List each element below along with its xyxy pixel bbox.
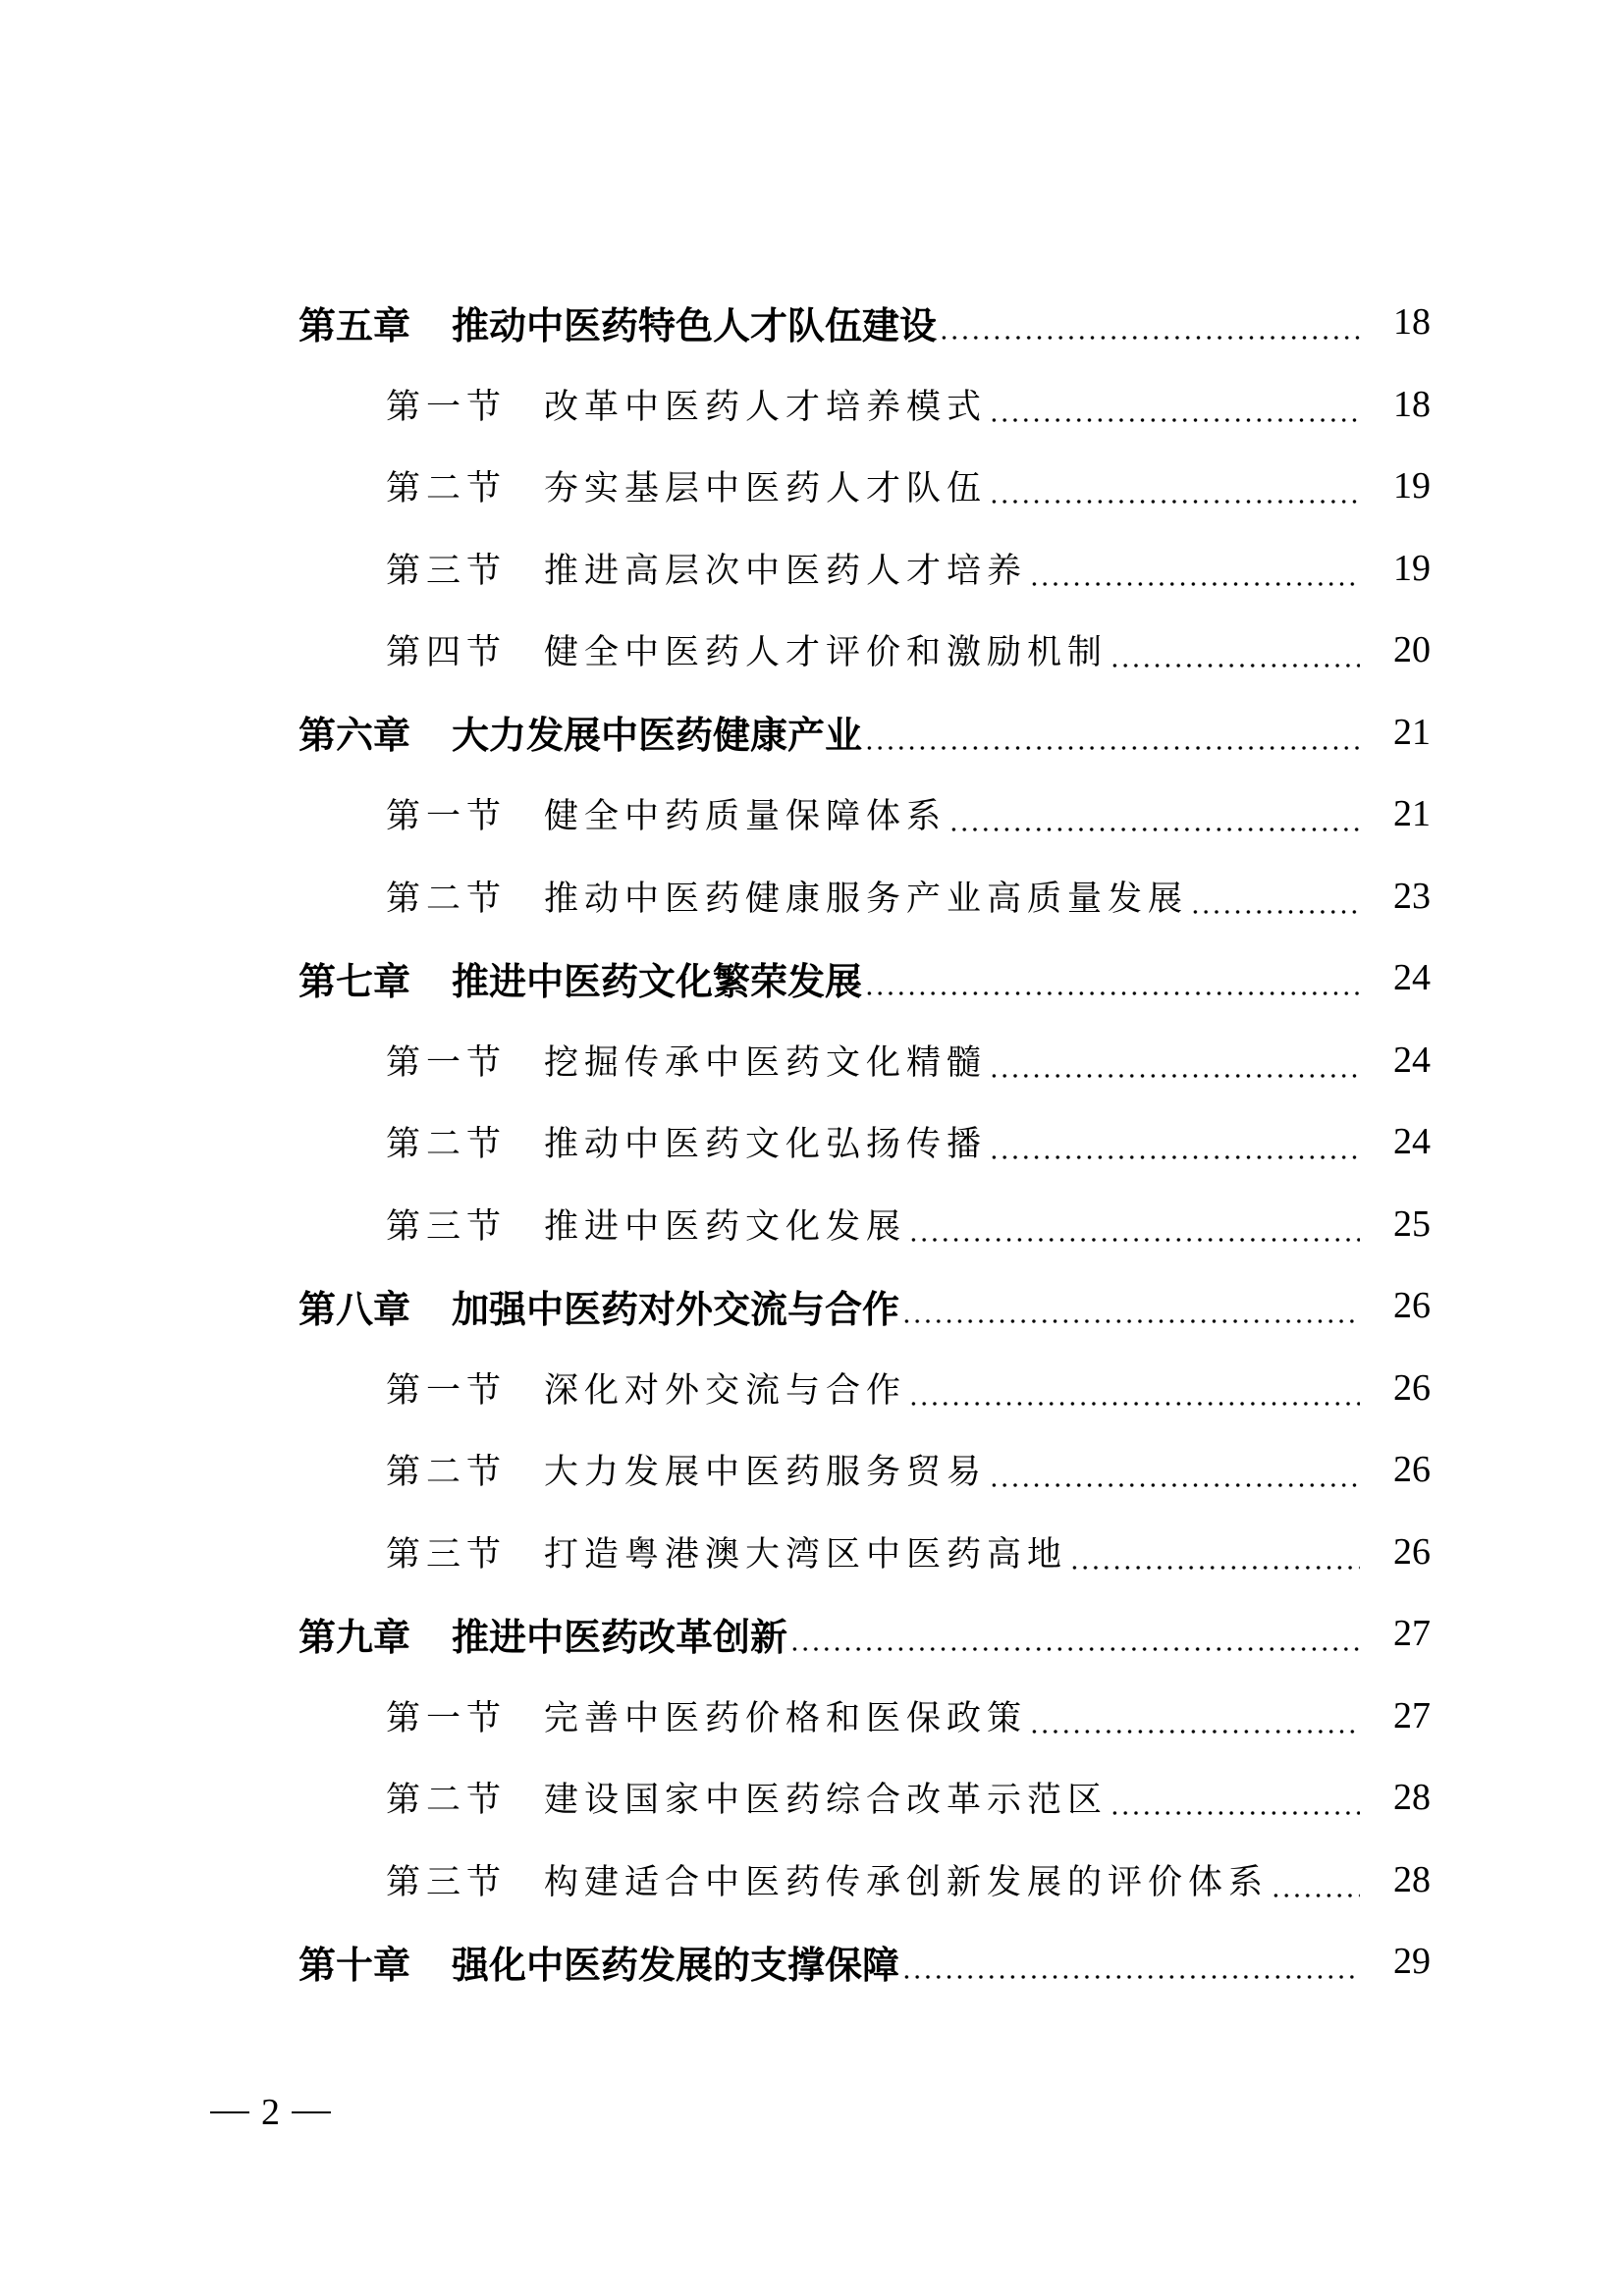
dot-leader (1110, 1811, 1360, 1815)
section-number: 第二节 (386, 1781, 508, 1820)
toc-chapter-row[interactable] (0, 691, 1624, 774)
dot-leader (989, 1074, 1360, 1078)
dot-leader (989, 1483, 1360, 1487)
toc-section-row[interactable] (0, 1347, 1624, 1429)
toc-section-row[interactable] (0, 1183, 1624, 1265)
section-title: 大力发展中医药服务贸易 (544, 1453, 988, 1492)
chapter-number: 第八章 (298, 1287, 411, 1331)
toc-section-row[interactable] (0, 1100, 1624, 1183)
dot-leader (1029, 1730, 1360, 1734)
page-number: 26 (1393, 1285, 1431, 1326)
page-number: 24 (1393, 1039, 1431, 1081)
toc-chapter-row[interactable] (0, 281, 1624, 363)
toc-section-row[interactable] (0, 1839, 1624, 1921)
page-number: 25 (1393, 1202, 1431, 1245)
toc-chapter-row[interactable] (0, 936, 1624, 1019)
toc-section-row[interactable] (0, 445, 1624, 527)
section-number: 第二节 (386, 1453, 508, 1492)
section-title: 夯实基层中医药人才队伍 (544, 469, 988, 508)
section-number: 第四节 (386, 633, 508, 672)
chapter-title: 推进中医药改革创新 (452, 1615, 788, 1659)
dot-leader (989, 1155, 1360, 1159)
section-title: 推动中医药健康服务产业高质量发展 (544, 879, 1189, 919)
page-number: 23 (1393, 875, 1431, 917)
dot-leader (989, 418, 1360, 422)
page-number: 26 (1393, 1530, 1431, 1573)
dot-leader (1271, 1894, 1360, 1897)
toc-chapter-row[interactable] (0, 1920, 1624, 2002)
toc-section-row[interactable] (0, 773, 1624, 855)
section-title: 健全中医药人才评价和激励机制 (544, 633, 1109, 672)
page-number: 21 (1393, 711, 1431, 753)
chapter-title: 推动中医药特色人才队伍建设 (452, 303, 938, 347)
em-dash-left (210, 2111, 249, 2113)
section-number: 第三节 (386, 1862, 508, 1902)
section-number: 第一节 (386, 797, 508, 836)
page-number: 19 (1393, 465, 1431, 507)
section-number: 第三节 (386, 1206, 508, 1247)
page-number: 27 (1393, 1613, 1431, 1654)
chapter-title: 加强中医药对外交流与合作 (452, 1287, 900, 1331)
section-number: 第三节 (386, 551, 508, 591)
dot-leader (789, 1647, 1360, 1651)
page-number: 18 (1393, 383, 1431, 425)
page-footer (210, 2091, 331, 2134)
chapter-title: 大力发展中医药健康产业 (452, 714, 863, 757)
dot-leader (948, 828, 1360, 831)
chapter-number: 第九章 (298, 1615, 411, 1659)
chapter-number: 第七章 (298, 959, 411, 1003)
dot-leader (908, 1402, 1360, 1406)
toc-section-row[interactable] (0, 527, 1624, 610)
section-number: 第一节 (386, 1042, 508, 1083)
section-title: 推进高层次中医药人才培养 (544, 551, 1028, 591)
em-dash-right (292, 2111, 331, 2113)
section-number: 第二节 (386, 469, 508, 508)
page-number: 28 (1393, 1858, 1431, 1900)
toc-chapter-row[interactable] (0, 1264, 1624, 1347)
chapter-number: 第六章 (298, 714, 411, 757)
dot-leader (864, 746, 1360, 750)
section-number: 第一节 (386, 1370, 508, 1411)
dot-leader (1069, 1566, 1360, 1570)
section-title: 构建适合中医药传承创新发展的评价体系 (544, 1862, 1270, 1902)
chapter-title: 强化中医药发展的支撑保障 (452, 1943, 900, 1987)
section-number: 第一节 (386, 387, 508, 427)
page-number: 26 (1393, 1366, 1431, 1409)
page-number: 21 (1393, 793, 1431, 834)
toc-section-row[interactable] (0, 855, 1624, 937)
dot-leader (901, 1975, 1360, 1979)
section-number: 第二节 (386, 879, 508, 919)
toc-section-row[interactable] (0, 1019, 1624, 1101)
section-title: 健全中药质量保障体系 (544, 797, 947, 836)
section-number: 第三节 (386, 1534, 508, 1575)
page-number: 26 (1393, 1449, 1431, 1490)
dot-leader (908, 1238, 1360, 1242)
dot-leader (1110, 664, 1360, 667)
page-number: 18 (1393, 301, 1431, 343)
toc-chapter-row[interactable] (0, 1592, 1624, 1675)
section-number: 第二节 (386, 1125, 508, 1164)
dot-leader (1029, 582, 1360, 586)
section-title: 改革中医药人才培养模式 (544, 387, 988, 427)
dot-leader (901, 1319, 1360, 1323)
toc-section-row[interactable] (0, 609, 1624, 691)
section-title: 推进中医药文化发展 (544, 1206, 907, 1247)
toc-section-row[interactable] (0, 1756, 1624, 1839)
chapter-number: 第五章 (298, 303, 411, 347)
page-number: 24 (1393, 957, 1431, 998)
page-number: 19 (1393, 547, 1431, 589)
section-title: 完善中医药价格和医保政策 (544, 1698, 1028, 1738)
section-title: 建设国家中医药综合改革示范区 (544, 1781, 1109, 1820)
page-number: 28 (1393, 1777, 1431, 1818)
toc-section-row[interactable] (0, 363, 1624, 446)
chapter-title: 推进中医药文化繁荣发展 (452, 959, 863, 1003)
dot-leader (864, 991, 1360, 995)
dot-leader (1190, 910, 1360, 914)
section-title: 挖掘传承中医药文化精髓 (544, 1042, 988, 1083)
dot-leader (939, 336, 1360, 340)
section-title: 推动中医药文化弘扬传播 (544, 1125, 988, 1164)
toc-section-row[interactable] (0, 1511, 1624, 1593)
page-number: 24 (1393, 1121, 1431, 1162)
page-number: 29 (1393, 1941, 1431, 1982)
section-number: 第一节 (386, 1698, 508, 1738)
page-number: 27 (1393, 1694, 1431, 1736)
section-title: 深化对外交流与合作 (544, 1370, 907, 1411)
toc-section-row[interactable] (0, 1675, 1624, 1757)
section-title: 打造粤港澳大湾区中医药高地 (544, 1534, 1068, 1575)
page-number: 20 (1393, 629, 1431, 670)
dot-leader (989, 500, 1360, 504)
chapter-number: 第十章 (298, 1943, 411, 1987)
toc-section-row[interactable] (0, 1428, 1624, 1511)
footer-page-number: 2 (261, 2092, 280, 2133)
